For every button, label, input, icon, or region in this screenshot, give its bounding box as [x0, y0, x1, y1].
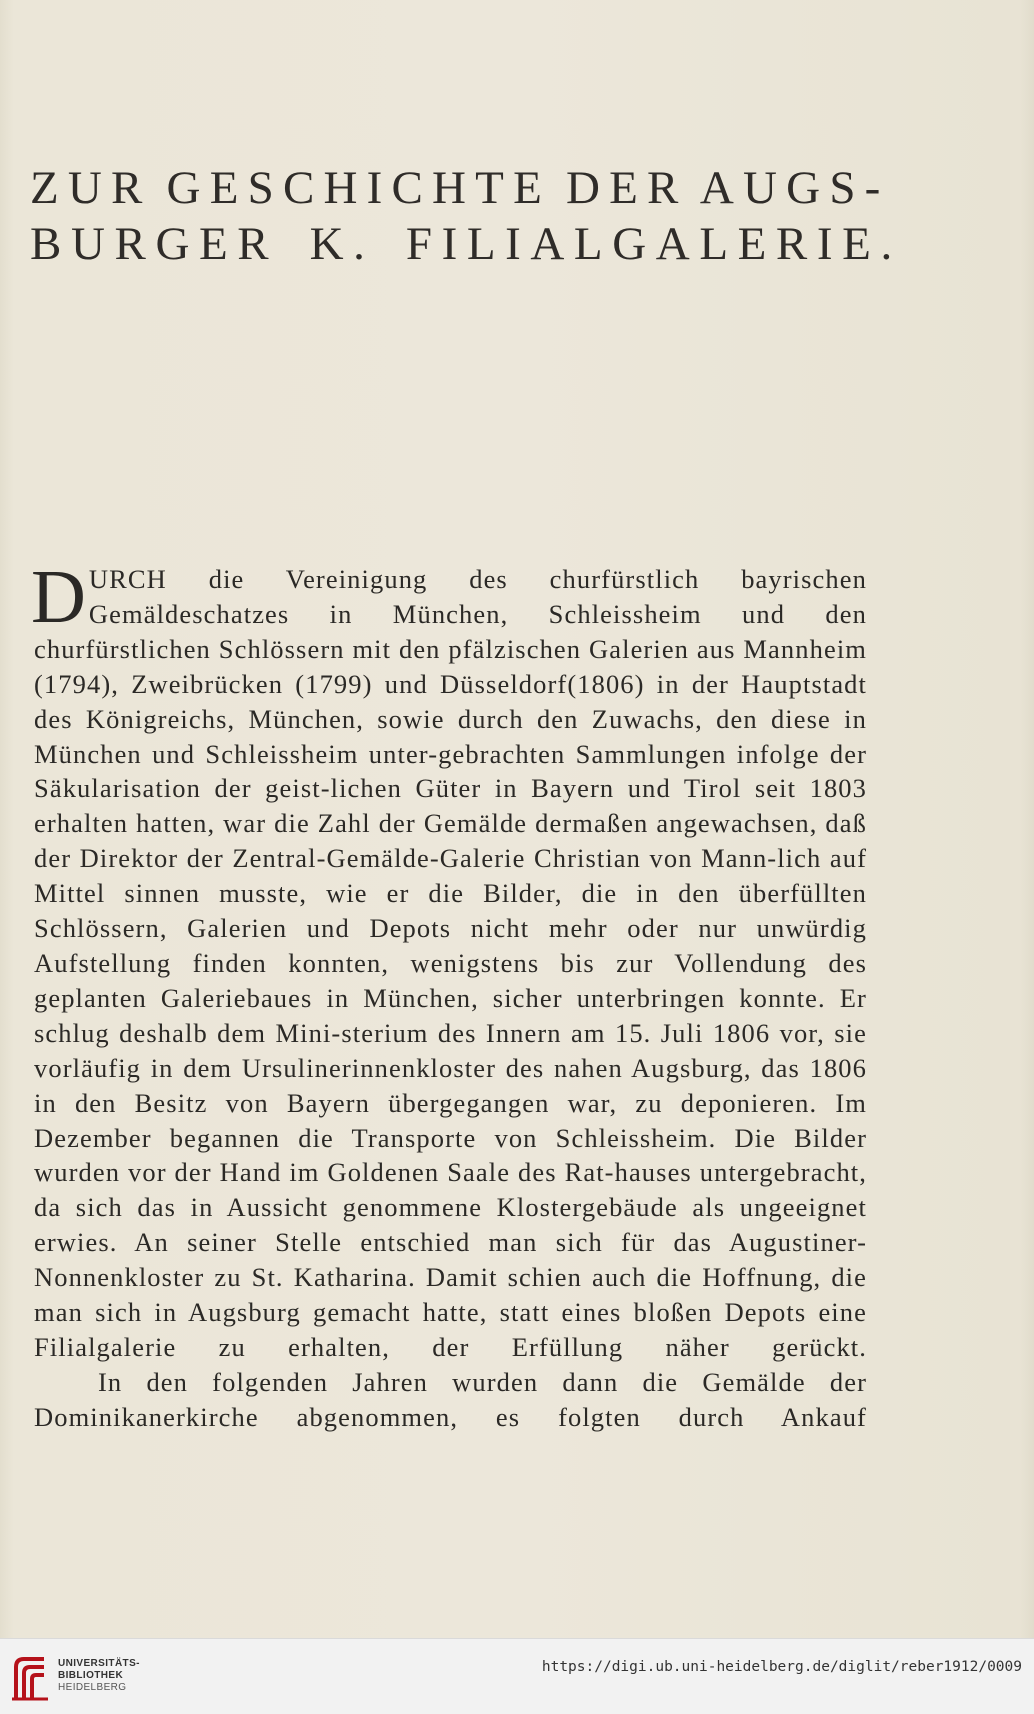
library-name-line-1: UNIVERSITÄTS-	[58, 1658, 140, 1669]
body-text	[31, 555, 867, 1435]
drop-cap: D	[31, 555, 86, 639]
chapter-title-line-2: BURGER K. FILIALGALERIE.	[30, 218, 902, 270]
paragraph-2: In den folgenden Jahren wurden dann die Gemälde der Dominikanerkirche abgenommen, es folgten durch Ankauf	[34, 1366, 867, 1432]
library-name	[58, 1658, 140, 1694]
viewer-footer	[0, 1638, 1034, 1714]
library-name-line-2: BIBLIOTHEK	[58, 1670, 124, 1681]
paragraph-1-text: URCH die Vereinigung des churfürstlich bayrischen Gemäldeschatzes in München, Schleissheim und den churfürstlichen Schlössern mit den pfälzischen Galerien aus Mannheim (1794), Zweibrücken (1799) und Düsseldorf(1806) in der Hauptstadt des Königreichs, München, sowie durch den Zuwachs, den diese in München und Schleissheim unter-gebrachten Sammlungen infolge der Säkularisation der geist-lichen Güter in Bayern und Tirol seit 1803 erhalten hatten, war die Zahl der Gemälde dermaßen angewachsen, daß der Direktor der Zentral-Gemälde-Galerie Christian von Mann-lich auf Mittel sinnen musste, wie er die Bilder, die in den überfüllten Schlössern, Galerien und Depots nicht mehr oder nur unwürdig Aufstellung finden konnten, wenigstens bis zur Vollendung des geplanten Galeriebaues in München, sicher unterbringen konnte. Er schlug deshalb dem Mini-sterium des Innern am 15. Juli 1806 vor, sie vorläufig in dem Ursulinerinnenkloster des nahen Augsburg, das 1806 in den Besitz von Bayern übergegangen war, zu deponieren. Im Dezember begannen die Transporte von Schleissheim. Die Bilder wurden vor der Hand im Goldenen Saale des Rat-hauses untergebracht, da sich das in Aussicht genommene Klostergebäude als ungeeignet erwies. An seiner Stelle entschied man sich für das Augustiner-Nonnenkloster zu St. Katharina. Damit schien auch die Hoffnung, die man sich in Augsburg gemacht hatte, statt eines bloßen Depots eine Filialgalerie zu erhalten, der Erfüllung näher gerückt.	[34, 564, 867, 1362]
chapter-title-line-1: ZUR GESCHICHTE DER AUGS-	[30, 162, 890, 214]
permalink-url[interactable]: https://digi.ub.uni-heidelberg.de/diglit/reber1912/0009	[541, 1659, 1022, 1675]
chapter-title	[30, 160, 902, 272]
heidelberg-library-logo-icon	[10, 1653, 50, 1701]
library-name-line-3: HEIDELBERG	[58, 1682, 127, 1693]
paragraph-1	[31, 555, 867, 1365]
